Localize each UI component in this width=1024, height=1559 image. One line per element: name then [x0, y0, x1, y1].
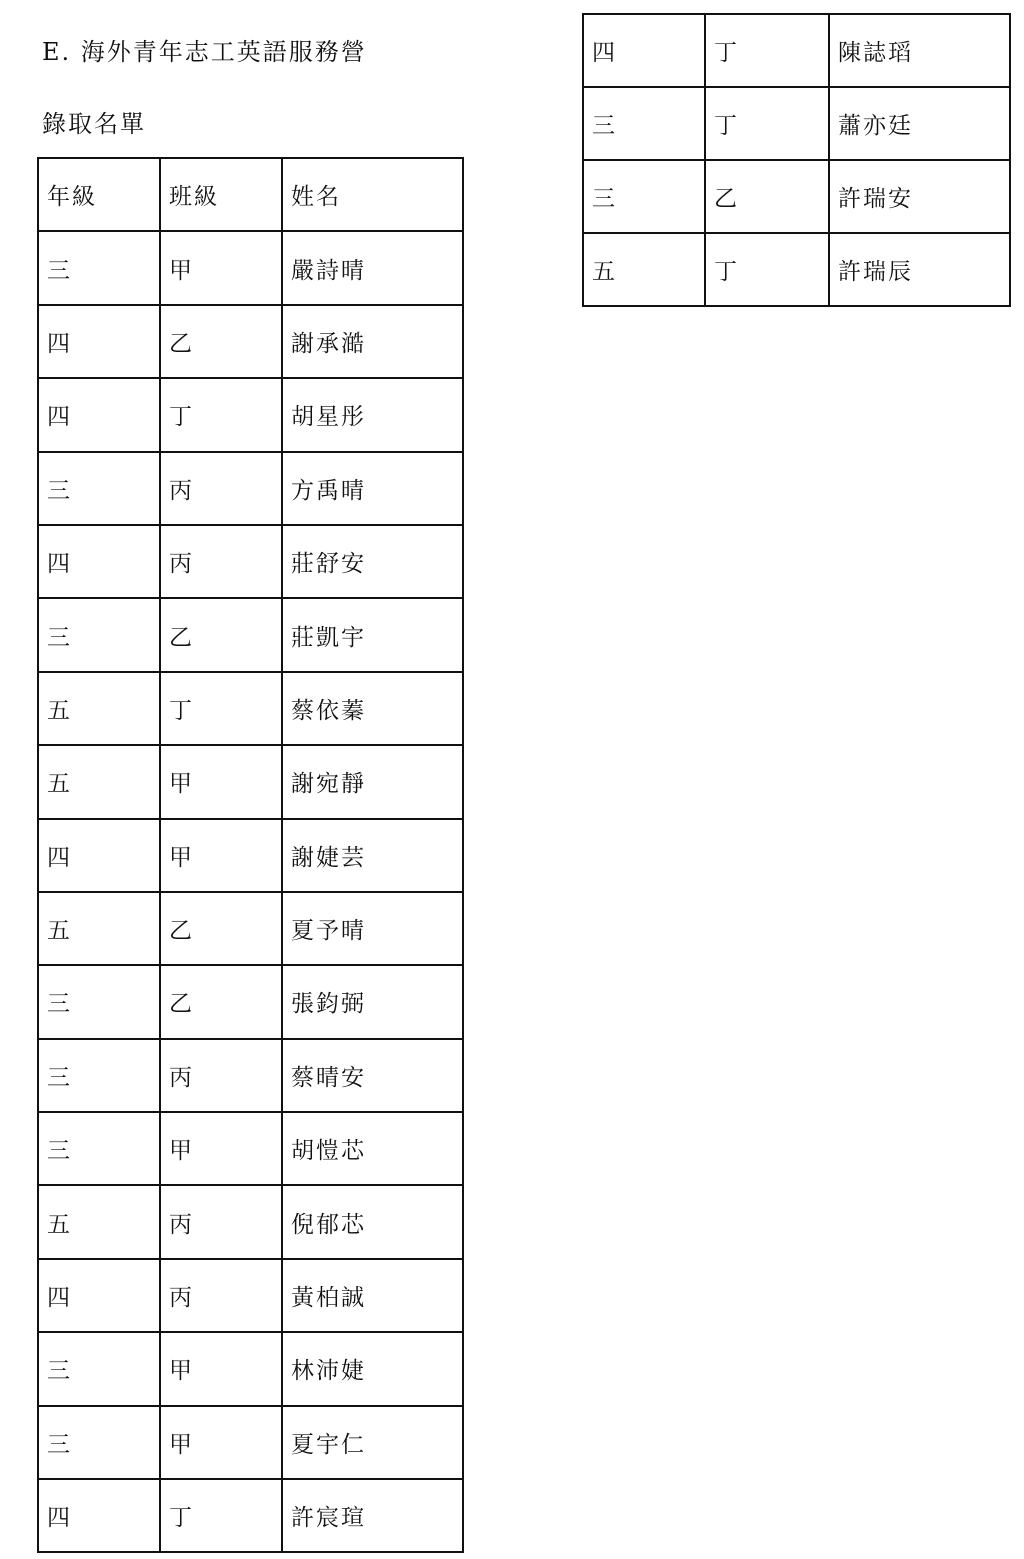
class-cell: 乙 [160, 305, 282, 378]
class-cell: 丁 [705, 14, 829, 87]
class-cell: 甲 [160, 819, 282, 892]
class-cell: 丙 [160, 525, 282, 598]
table-row [38, 1406, 463, 1479]
grade-cell: 三 [583, 160, 705, 233]
grade-cell: 三 [38, 1332, 160, 1405]
table-row [38, 231, 463, 304]
name-cell: 胡愷芯 [282, 1112, 463, 1185]
grade-cell: 三 [38, 1406, 160, 1479]
list-subtitle: 錄取名單 [42, 110, 146, 138]
name-cell: 蔡依蓁 [282, 672, 463, 745]
grade-cell: 三 [38, 598, 160, 671]
table-row [38, 1185, 463, 1258]
class-cell: 丁 [160, 672, 282, 745]
class-cell: 丙 [160, 1039, 282, 1112]
class-cell: 丁 [705, 233, 829, 306]
name-cell: 倪郁芯 [282, 1185, 463, 1258]
class-cell: 甲 [160, 1332, 282, 1405]
grade-cell: 五 [38, 745, 160, 818]
class-cell: 丙 [160, 1259, 282, 1332]
name-cell: 陳誌瑫 [829, 14, 1010, 87]
table-row [38, 745, 463, 818]
grade-cell: 四 [38, 525, 160, 598]
table-row [38, 892, 463, 965]
table-row [38, 305, 463, 378]
table-row [38, 378, 463, 451]
name-cell: 嚴詩晴 [282, 231, 463, 304]
class-cell: 乙 [160, 965, 282, 1038]
name-cell: 黃柏誠 [282, 1259, 463, 1332]
name-cell: 張鈞弼 [282, 965, 463, 1038]
grade-cell: 四 [38, 819, 160, 892]
name-cell: 許宸瑄 [282, 1479, 463, 1552]
grade-cell: 四 [38, 378, 160, 451]
name-cell: 夏予晴 [282, 892, 463, 965]
class-cell: 甲 [160, 231, 282, 304]
document-title: E. 海外青年志工英語服務營 [42, 38, 367, 66]
class-cell: 甲 [160, 1112, 282, 1185]
grade-cell: 五 [38, 892, 160, 965]
grade-cell: 三 [583, 87, 705, 160]
grade-cell: 三 [38, 1039, 160, 1112]
class-cell: 丁 [160, 378, 282, 451]
header-cell: 姓名 [282, 158, 463, 231]
name-cell: 林沛婕 [282, 1332, 463, 1405]
grade-cell: 五 [38, 1185, 160, 1258]
grade-cell: 五 [583, 233, 705, 306]
table-row [38, 965, 463, 1038]
table-row [583, 87, 1010, 160]
table-row [38, 525, 463, 598]
table-row [38, 1259, 463, 1332]
class-cell: 乙 [160, 892, 282, 965]
name-cell: 許瑞安 [829, 160, 1010, 233]
name-cell: 蔡晴安 [282, 1039, 463, 1112]
name-cell: 謝宛靜 [282, 745, 463, 818]
grade-cell: 四 [38, 1479, 160, 1552]
name-cell: 胡星彤 [282, 378, 463, 451]
grade-cell: 三 [38, 231, 160, 304]
name-cell: 許瑞辰 [829, 233, 1010, 306]
grade-cell: 三 [38, 452, 160, 525]
class-cell: 丙 [160, 1185, 282, 1258]
class-cell: 丁 [705, 87, 829, 160]
name-cell: 謝承澔 [282, 305, 463, 378]
table-row [38, 1039, 463, 1112]
name-cell: 夏宇仁 [282, 1406, 463, 1479]
admission-table-left [37, 157, 464, 1553]
class-cell: 甲 [160, 1406, 282, 1479]
grade-cell: 三 [38, 1112, 160, 1185]
table-row [38, 1332, 463, 1405]
class-cell: 乙 [705, 160, 829, 233]
header-cell: 年級 [38, 158, 160, 231]
grade-cell: 五 [38, 672, 160, 745]
name-cell: 莊舒安 [282, 525, 463, 598]
table-row [583, 14, 1010, 87]
table-row [583, 233, 1010, 306]
table-row [38, 452, 463, 525]
table-row [38, 819, 463, 892]
grade-cell: 四 [38, 305, 160, 378]
class-cell: 丙 [160, 452, 282, 525]
class-cell: 甲 [160, 745, 282, 818]
grade-cell: 四 [583, 14, 705, 87]
table-row [38, 672, 463, 745]
table-row [38, 1479, 463, 1552]
table-row [583, 160, 1010, 233]
name-cell: 謝婕芸 [282, 819, 463, 892]
header-cell: 班級 [160, 158, 282, 231]
table-row [38, 1112, 463, 1185]
name-cell: 莊凱宇 [282, 598, 463, 671]
name-cell: 蕭亦廷 [829, 87, 1010, 160]
grade-cell: 三 [38, 965, 160, 1038]
table-row [38, 598, 463, 671]
class-cell: 乙 [160, 598, 282, 671]
class-cell: 丁 [160, 1479, 282, 1552]
grade-cell: 四 [38, 1259, 160, 1332]
header-row [38, 158, 463, 231]
admission-table-right [582, 13, 1011, 307]
name-cell: 方禹晴 [282, 452, 463, 525]
